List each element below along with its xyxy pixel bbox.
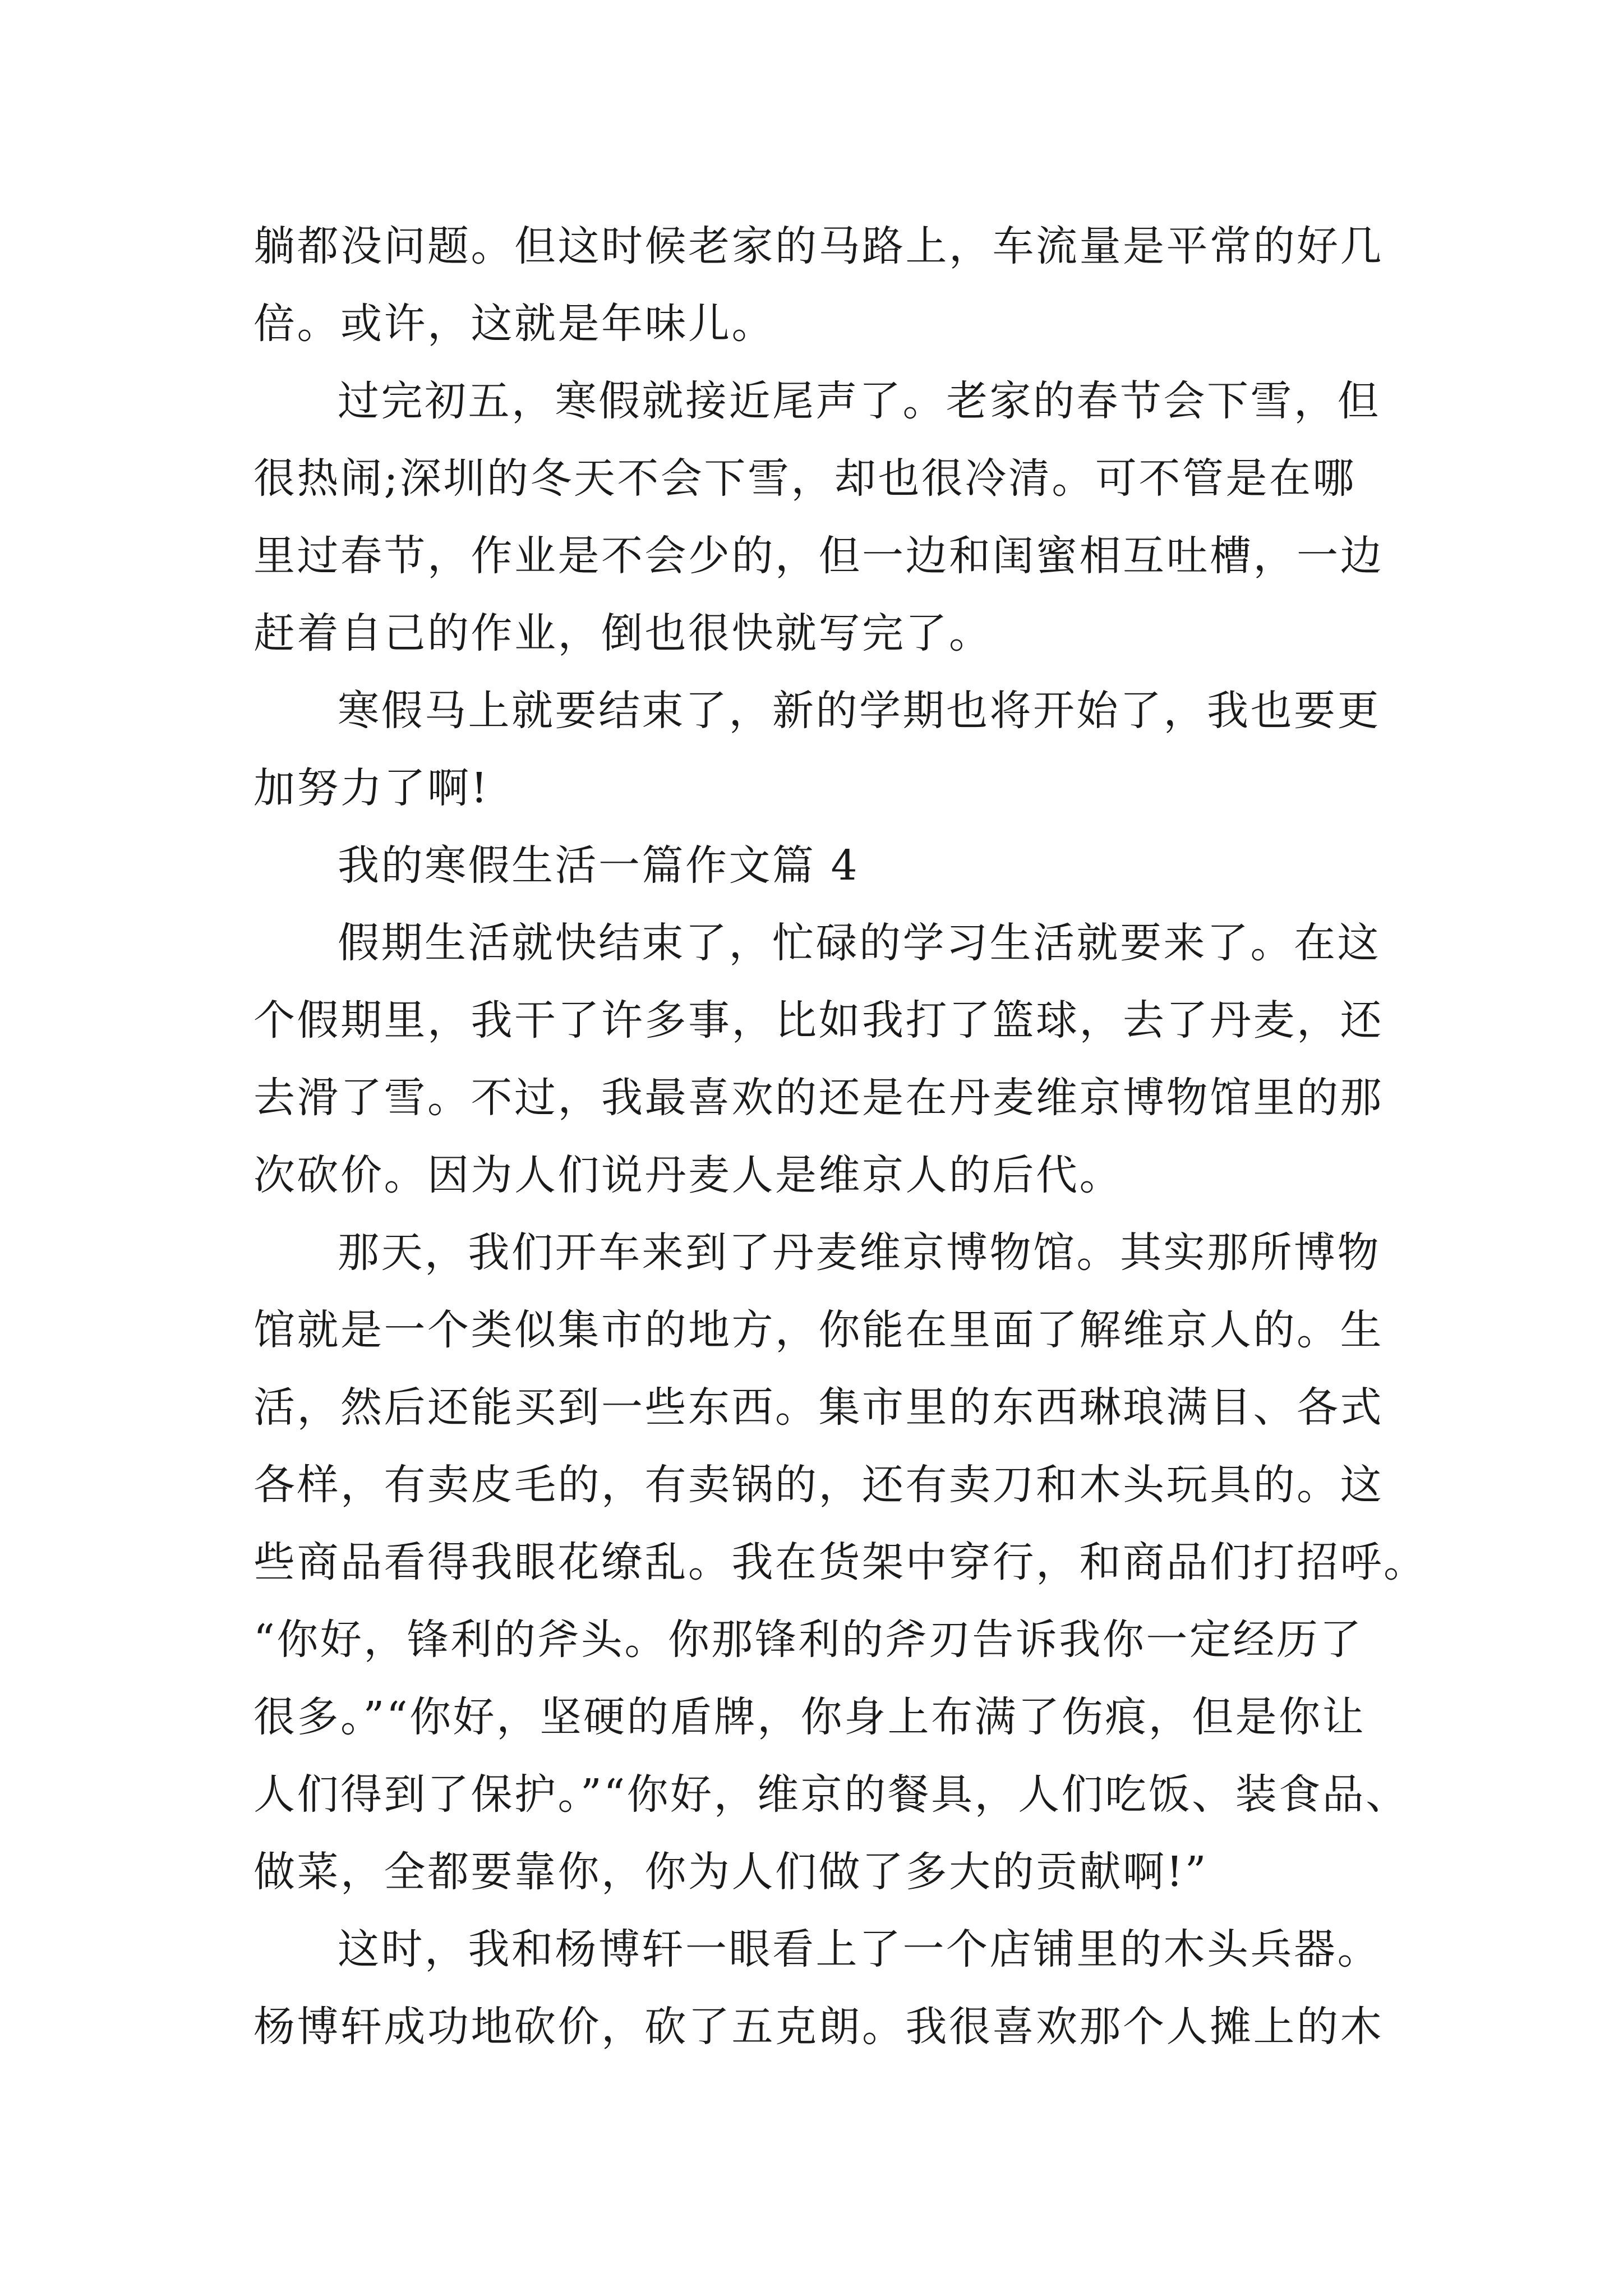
text-line: 去滑了雪。不过，我最喜欢的还是在丹麦维京博物馆里的那 (253, 1074, 1384, 1122)
text-line: 做菜，全都要靠你，你为人们做了多大的贡献啊!” (253, 1848, 1209, 1896)
text-line: 次砍价。因为人们说丹麦人是维京人的后代。 (253, 1151, 1123, 1199)
paragraph-start-line: 假期生活就快结束了，忙碌的学习生活就要来了。在这 (338, 919, 1381, 967)
text-line: 各样，有卖皮毛的，有卖锅的，还有卖刀和木头玩具的。这 (253, 1461, 1384, 1509)
document-text (253, 208, 1427, 2065)
paragraph-start-line: 过完初五，寒假就接近尾声了。老家的春节会下雪，但 (338, 377, 1381, 425)
text-line: 人们得到了保护。”“你好，维京的餐具，人们吃饭、装食品、 (253, 1770, 1409, 1819)
text-line: 活，然后还能买到一些东西。集市里的东西琳琅满目、各式 (253, 1383, 1384, 1432)
text-line: 躺都没问题。但这时候老家的马路上，车流量是平常的好几 (253, 222, 1384, 270)
text-line: 馆就是一个类似集市的地方，你能在里面了解维京人的。生 (253, 1306, 1384, 1354)
text-line: “你好，锋利的斧头。你那锋利的斧刃告诉我你一定经历了 (253, 1616, 1363, 1664)
text-line: 赶着自己的作业，倒也很快就写完了。 (253, 609, 993, 657)
paragraph-start-line: 寒假马上就要结束了，新的学期也将开始了，我也要更 (338, 687, 1381, 735)
text-line: 些商品看得我眼花缭乱。我在货架中穿行，和商品们打招呼。 (253, 1538, 1427, 1586)
text-line: 个假期里，我干了许多事，比如我打了篮球，去了丹麦，还 (253, 996, 1384, 1045)
text-line: 杨博轩成功地砍价，砍了五克朗。我很喜欢那个人摊上的木 (253, 2003, 1384, 2051)
paragraph-start-line: 那天，我们开车来到了丹麦维京博物馆。其实那所博物 (338, 1228, 1381, 1277)
text-line: 加努力了啊! (253, 764, 490, 812)
paragraph-start-line: 这时，我和杨博轩一眼看上了一个店铺里的木头兵器。 (338, 1925, 1381, 1973)
text-line: 倍。或许，这就是年味儿。 (253, 300, 775, 348)
section-heading: 我的寒假生活一篇作文篇 4 (338, 841, 860, 890)
text-line: 里过春节，作业是不会少的，但一边和闺蜜相互吐槽，一边 (253, 532, 1384, 580)
text-line: 很热闹;深圳的冬天不会下雪，却也很冷清。可不管是在哪 (253, 454, 1356, 503)
text-line: 很多。”“你好，坚硬的盾牌，你身上布满了伤痕，但是你让 (253, 1693, 1366, 1741)
